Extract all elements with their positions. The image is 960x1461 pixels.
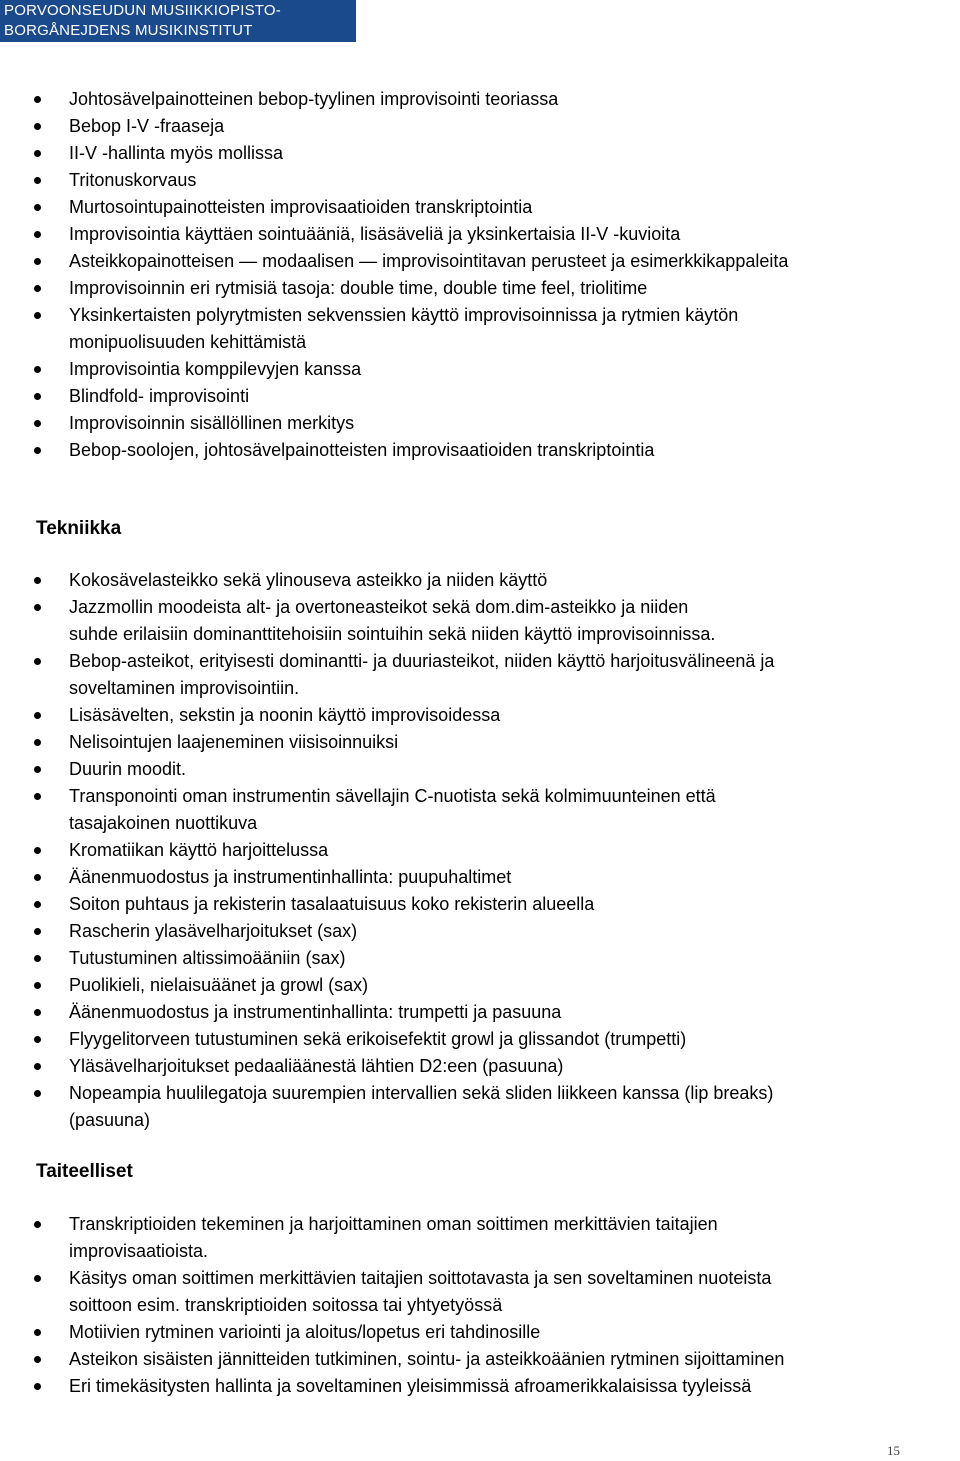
bullet-icon: [34, 204, 41, 211]
section-heading-tekniikka: Tekniikka: [36, 518, 122, 539]
list-item: [0, 972, 960, 999]
list-item: [0, 113, 960, 140]
list-item-text: improvisaatioista.: [69, 1241, 209, 1261]
institution-name-line1: PORVOONSEUDUN MUSIIKKIOPISTO-: [4, 2, 281, 19]
list-item-text: Bebop I-V -fraaseja: [69, 116, 225, 136]
bullet-icon: [34, 1090, 41, 1097]
bullet-icon: [34, 982, 41, 989]
list-item: [0, 1211, 960, 1265]
bullet-icon: [34, 1275, 41, 1282]
list-item-text: soveltaminen improvisointiin.: [69, 678, 300, 698]
list-item-text: tasajakoinen nuottikuva: [69, 813, 258, 833]
list-item-text: (pasuuna): [69, 1110, 151, 1130]
list-item-text: soittoon esim. transkriptioiden soitossa tai yhtyetyössä: [69, 1295, 503, 1315]
list-item: [0, 891, 960, 918]
list-item: [0, 945, 960, 972]
bullet-icon: [34, 177, 41, 184]
list-item-text: Bebop-asteikot, erityisesti dominantti- ja duuriasteikot, niiden käyttö harjoitusvälineenä ja: [69, 651, 775, 671]
bullet-icon: [34, 604, 41, 611]
bullet-icon: [34, 955, 41, 962]
list-item: [0, 1265, 960, 1319]
list-item-text: Johtosävelpainotteinen bebop-tyylinen improvisointi teoriassa: [69, 89, 559, 109]
bullet-icon: [34, 393, 41, 400]
list-item-text: Improvisoinnin sisällöllinen merkitys: [69, 413, 355, 433]
bullet-icon: [34, 658, 41, 665]
list-item: [0, 383, 960, 410]
list-item-text: suhde erilaisiin dominanttitehoisiin sointuihin sekä niiden käyttö improvisoinnissa.: [69, 624, 716, 644]
bullet-icon: [34, 766, 41, 773]
list-item: [0, 194, 960, 221]
bullet-icon: [34, 150, 41, 157]
list-item-text: Bebop-soolojen, johtosävelpainotteisten improvisaatioiden transkriptointia: [69, 440, 655, 460]
list-item-text: Flyygelitorveen tutustuminen sekä erikoisefektit growl ja glissandot (trumpetti): [69, 1029, 687, 1049]
list-item-text: Jazzmollin moodeista alt- ja overtoneasteikot sekä dom.dim-asteikko ja niiden: [69, 597, 689, 617]
list-item: [0, 648, 960, 702]
list-item-text: Rascherin ylasävelharjoitukset (sax): [69, 921, 358, 941]
list-item: [0, 302, 960, 356]
list-item: [0, 1346, 960, 1373]
list-item-text: II-V -hallinta myös mollissa: [69, 143, 284, 163]
list-item-text: Murtosointupainotteisten improvisaatioiden transkriptointia: [69, 197, 533, 217]
bullet-icon: [34, 96, 41, 103]
list-item-text: Yksinkertaisten polyrytmisten sekvenssien käyttö improvisoinnissa ja rytmien käytön: [69, 305, 739, 325]
list-item-text: Duurin moodit.: [69, 759, 187, 779]
list-item-text: Äänenmuodostus ja instrumentinhallinta: puupuhaltimet: [69, 867, 512, 887]
list-item: [0, 86, 960, 113]
list-item: [0, 410, 960, 437]
list-item-text: Improvisointia komppilevyjen kanssa: [69, 359, 362, 379]
list-item: [0, 864, 960, 891]
bullet-icon: [34, 366, 41, 373]
bullet-icon: [34, 928, 41, 935]
list-item-text: Transkriptioiden tekeminen ja harjoittaminen oman soittimen merkittävien taitajien: [69, 1214, 718, 1234]
list-item-text: Lisäsävelten, sekstin ja noonin käyttö improvisoidessa: [69, 705, 501, 725]
list-item: [0, 356, 960, 383]
bullet-icon: [34, 285, 41, 292]
technique-topics-list: [0, 567, 960, 1134]
improvisation-topics-list: [0, 86, 960, 464]
bullet-icon: [34, 231, 41, 238]
bullet-icon: [34, 1221, 41, 1228]
list-item: [0, 756, 960, 783]
list-item: [0, 248, 960, 275]
list-item-text: Puolikieli, nielaisuäänet ja growl (sax): [69, 975, 369, 995]
list-item: [0, 1080, 960, 1134]
institution-name-line2: BORGÅNEJDENS MUSIKINSTITUT: [4, 22, 253, 39]
artistic-topics-list: [0, 1211, 960, 1400]
bullet-icon: [34, 1063, 41, 1070]
list-item: [0, 729, 960, 756]
bullet-icon: [34, 312, 41, 319]
bullet-icon: [34, 1009, 41, 1016]
list-item-text: Nelisointujen laajeneminen viisisoinnuiksi: [69, 732, 399, 752]
list-item: [0, 1026, 960, 1053]
bullet-icon: [34, 447, 41, 454]
list-item-text: Improvisoinnin eri rytmisiä tasoja: double time, double time feel, triolitime: [69, 278, 648, 298]
list-item: [0, 1373, 960, 1400]
bullet-icon: [34, 793, 41, 800]
bullet-icon: [34, 1329, 41, 1336]
list-item-text: Asteikon sisäisten jännitteiden tutkiminen, sointu- ja asteikkoäänien rytminen sijoittaminen: [69, 1349, 785, 1369]
page-number: 15: [887, 1443, 900, 1458]
list-item: [0, 783, 960, 837]
bullet-icon: [34, 1036, 41, 1043]
list-item-text: Soiton puhtaus ja rekisterin tasalaatuisuus koko rekisterin alueella: [69, 894, 595, 914]
bullet-icon: [34, 847, 41, 854]
bullet-icon: [34, 123, 41, 130]
list-item-text: Blindfold- improvisointi: [69, 386, 250, 406]
list-item-text: Tutustuminen altissimoääniin (sax): [69, 948, 346, 968]
list-item-text: Äänenmuodostus ja instrumentinhallinta: trumpetti ja pasuuna: [69, 1002, 562, 1022]
list-item: [0, 999, 960, 1026]
list-item: [0, 594, 960, 648]
section-heading-taiteelliset: Taiteelliset: [36, 1161, 133, 1182]
list-item: [0, 918, 960, 945]
list-item: [0, 140, 960, 167]
list-item-text: Kokosävelasteikko sekä ylinouseva asteikko ja niiden käyttö: [69, 570, 548, 590]
list-item: [0, 275, 960, 302]
list-item-text: Transponointi oman instrumentin sävellajin C-nuotista sekä kolmimuunteinen että: [69, 786, 716, 806]
list-item: [0, 221, 960, 248]
list-item: [0, 837, 960, 864]
bullet-icon: [34, 1356, 41, 1363]
list-item-text: Motiivien rytminen variointi ja aloitus/lopetus eri tahdinosille: [69, 1322, 541, 1342]
list-item: [0, 167, 960, 194]
bullet-icon: [34, 874, 41, 881]
list-item-text: Nopeampia huulilegatoja suurempien intervallien sekä sliden liikkeen kanssa (lip breaks): [69, 1083, 774, 1103]
list-item: [0, 1053, 960, 1080]
list-item-text: Eri timekäsitysten hallinta ja soveltaminen yleisimmissä afroamerikkalaisissa tyyleissä: [69, 1376, 752, 1396]
bullet-icon: [34, 420, 41, 427]
list-item: [0, 1319, 960, 1346]
list-item: [0, 437, 960, 464]
list-item: [0, 702, 960, 729]
list-item-text: Asteikkopainotteisen — modaalisen — improvisointitavan perusteet ja esimerkkikappaleita: [69, 251, 789, 271]
institution-header: [0, 0, 356, 42]
bullet-icon: [34, 712, 41, 719]
list-item-text: monipuolisuuden kehittämistä: [69, 332, 307, 352]
list-item: [0, 567, 960, 594]
bullet-icon: [34, 577, 41, 584]
bullet-icon: [34, 258, 41, 265]
list-item-text: Improvisointia käyttäen sointuääniä, lisäsäveliä ja yksinkertaisia II-V -kuvioita: [69, 224, 681, 244]
list-item-text: Kromatiikan käyttö harjoittelussa: [69, 840, 329, 860]
bullet-icon: [34, 1383, 41, 1390]
bullet-icon: [34, 901, 41, 908]
bullet-icon: [34, 739, 41, 746]
list-item-text: Tritonuskorvaus: [69, 170, 197, 190]
list-item-text: Yläsävelharjoitukset pedaaliäänestä lähtien D2:een (pasuuna): [69, 1056, 564, 1076]
list-item-text: Käsitys oman soittimen merkittävien taitajien soittotavasta ja sen soveltaminen nuoteista: [69, 1268, 772, 1288]
